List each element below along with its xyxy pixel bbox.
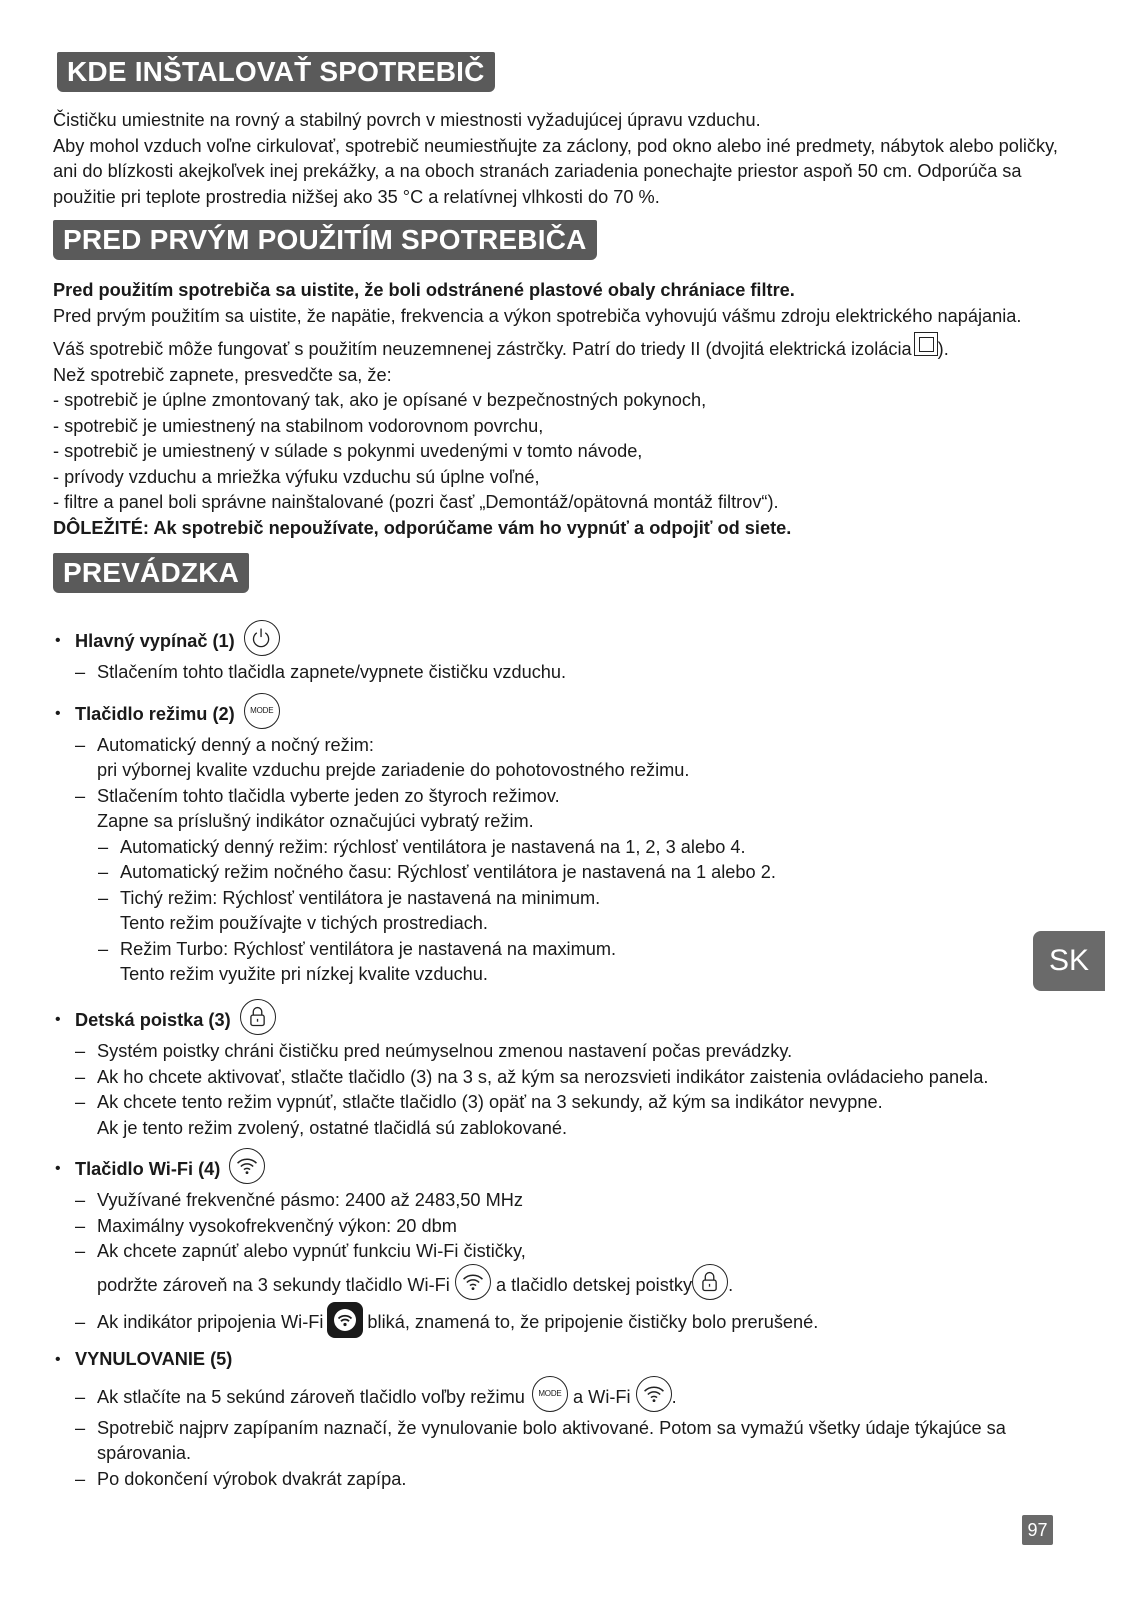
important-note: DÔLEŽITÉ: Ak spotrebič nepoužívate, odporúčame vám ho vypnúť a odpojiť od siete.	[53, 517, 792, 538]
reset-desc-3: – Po dokončení výrobok dvakrát zapípa.	[75, 1468, 407, 1489]
lock-desc-1: – Systém poistky chráni čističku pred neúmyselnou zmenou nastavení počas prevádzky.	[75, 1041, 793, 1062]
first-use-text-3: Než spotrebič zapnete, presvedčte sa, že:	[53, 364, 392, 385]
wifi-desc-1: – Využívané frekvenčné pásmo: 2400 až 2483,50 MHz	[75, 1190, 523, 1211]
power-icon	[244, 620, 280, 656]
mode-desc-1-cont: pri výbornej kvalite vzduchu prejde zariadenie do pohotovostného režimu.	[97, 760, 690, 781]
reset-desc-1: – Ak stlačíte na 5 sekúnd zároveň tlačidlo voľby režimu MODE a Wi-Fi .	[53, 1379, 1083, 1416]
manual-page	[53, 52, 1083, 1492]
section-heading-first-use: PRED PRVÝM POUŽITÍM SPOTREBIČA	[53, 220, 597, 260]
bullet-mode	[53, 696, 1083, 733]
lock-icon	[692, 1264, 728, 1300]
double-square-icon	[914, 332, 938, 356]
lock-desc-3-cont: Ak je tento režim zvolený, ostatné tlačidlá sú zablokované.	[97, 1117, 568, 1138]
mode-sub-4-cont: Tento režim využite pri nízkej kvalite vzduchu.	[120, 964, 488, 985]
wifi-desc-4: – Ak indikátor pripojenia Wi-Fi bliká, znamená to, že pripojenie čističky bolo prerušené.	[53, 1304, 1083, 1341]
mode-sub-1: – Automatický denný režim: rýchlosť ventilátora je nastavená na 1, 2, 3 alebo 4.	[98, 836, 746, 857]
wifi-desc-3-cont: podržte zároveň na 3 sekundy tlačidlo Wi-Fi a tlačidlo detskej poistky .	[53, 1267, 1083, 1304]
lock-icon	[240, 999, 276, 1035]
wifi-desc-2: – Maximálny vysokofrekvenčný výkon: 20 dbm	[75, 1215, 457, 1236]
install-text-2: Aby mohol vzduch voľne cirkulovať, spotrebič neumiestňujte za záclony, pod okno alebo iné predmety, nábytok alebo poličky, ani do blízkosti akejkoľvek inej prekážky, a na oboch stranách zariadenia ponechajte priestor aspoň 50 cm. Odporúča sa použitie pri teplote prostredia nižšej ako 35 °C a relatívnej vlhkosti do 70 %.	[53, 135, 1058, 207]
bullet-child-lock	[53, 1002, 1083, 1039]
class-ii-text-end: ).	[937, 339, 949, 359]
first-use-bold: Pred použitím spotrebiča sa uistite, že boli odstránené plastové obaly chrániace filtre.	[53, 280, 795, 300]
mode-sub-3-cont: Tento režim používajte v tichých prostrediach.	[120, 913, 488, 934]
checklist-item: - spotrebič je umiestnený na stabilnom vodorovnom povrchu,	[53, 415, 544, 436]
mode-sub-3: – Tichý režim: Rýchlosť ventilátora je nastavená na minimum.	[98, 887, 601, 908]
wifi-icon	[636, 1376, 672, 1412]
checklist-item: - filtre a panel boli správne nainštalované (pozri časť „Demontáž/opätovná montáž filtrov“).	[53, 492, 779, 512]
mode-sub-2: – Automatický režim nočného času: Rýchlosť ventilátora je nastavená na 1 alebo 2.	[98, 862, 776, 883]
bullet-reset-title: VYNULOVANIE (5)	[75, 1349, 233, 1370]
mode-desc-2-cont: Zapne sa príslušný indikátor označujúci vybratý režim.	[97, 811, 534, 832]
mode-desc-2: – Stlačením tohto tlačidla vyberte jeden zo štyroch režimov.	[75, 785, 560, 806]
wifi-icon	[455, 1264, 491, 1300]
mode-sub-4: – Režim Turbo: Rýchlosť ventilátora je nastavená na maximum.	[98, 938, 617, 959]
reset-desc-2: – Spotrebič najprv zapípaním naznačí, že vynulovanie bolo aktivované. Potom sa vymažú všetky údaje týkajúce sa spárovania.	[75, 1417, 1006, 1464]
bullet-power-desc: – Stlačením tohto tlačidla zapnete/vypnete čističku vzduchu.	[75, 662, 567, 683]
bullet-reset	[53, 1347, 1083, 1373]
page-number: 97	[1022, 1515, 1053, 1545]
class-ii-text: Váš spotrebič môže fungovať s použitím neuzemnenej zástrčky. Patrí do triedy II (dvojitá elektrická izolácia	[53, 339, 912, 359]
mode-desc-1: – Automatický denný a nočný režim:	[75, 734, 374, 755]
lock-desc-2: – Ak ho chcete aktivovať, stlačte tlačidlo (3) na 3 s, až kým sa nerozsvieti indikátor zaistenia ovládacieho panela.	[75, 1066, 989, 1087]
wifi-desc-3: – Ak chcete zapnúť alebo vypnúť funkciu Wi-Fi čističky,	[75, 1241, 526, 1262]
bullet-child-lock-title: Detská poistka (3)	[75, 1009, 231, 1030]
mode-icon: MODE	[244, 693, 280, 729]
bullet-power	[53, 623, 1083, 660]
bullet-power-title: Hlavný vypínač (1)	[75, 631, 235, 651]
language-tab: SK	[1033, 931, 1105, 991]
install-text-1: Čističku umiestnite na rovný a stabilný povrch v miestnosti vyžadujúcej úpravu vzduchu.	[53, 110, 761, 130]
first-use-text-1: Pred prvým použitím sa uistite, že napätie, frekvencia a výkon spotrebiča vyhovujú vášmu zdroju elektrického napájania.	[53, 305, 1022, 326]
mode-icon: MODE	[532, 1376, 568, 1412]
section-heading-operation: PREVÁDZKA	[53, 553, 249, 593]
checklist-item: - spotrebič je úplne zmontovaný tak, ako je opísané v bezpečnostných pokynoch,	[53, 390, 707, 410]
bullet-wifi	[53, 1151, 1083, 1188]
checklist-item: - spotrebič je umiestnený v súlade s pokynmi uvedenými v tomto návode,	[53, 441, 643, 461]
checklist-item: - prívody vzduchu a mriežka výfuku vzduchu sú úplne voľné,	[53, 466, 540, 487]
wifi-indicator-icon	[327, 1302, 363, 1338]
bullet-wifi-title: Tlačidlo Wi-Fi (4)	[75, 1159, 221, 1180]
wifi-icon	[229, 1148, 265, 1184]
bullet-mode-title: Tlačidlo režimu (2)	[75, 703, 235, 724]
section-heading-install: KDE INŠTALOVAŤ SPOTREBIČ	[57, 52, 495, 92]
first-use-text-2	[53, 337, 1083, 363]
lock-desc-3: – Ak chcete tento režim vypnúť, stlačte tlačidlo (3) opäť na 3 sekundy, až kým sa indikátor nevypne.	[75, 1092, 883, 1113]
